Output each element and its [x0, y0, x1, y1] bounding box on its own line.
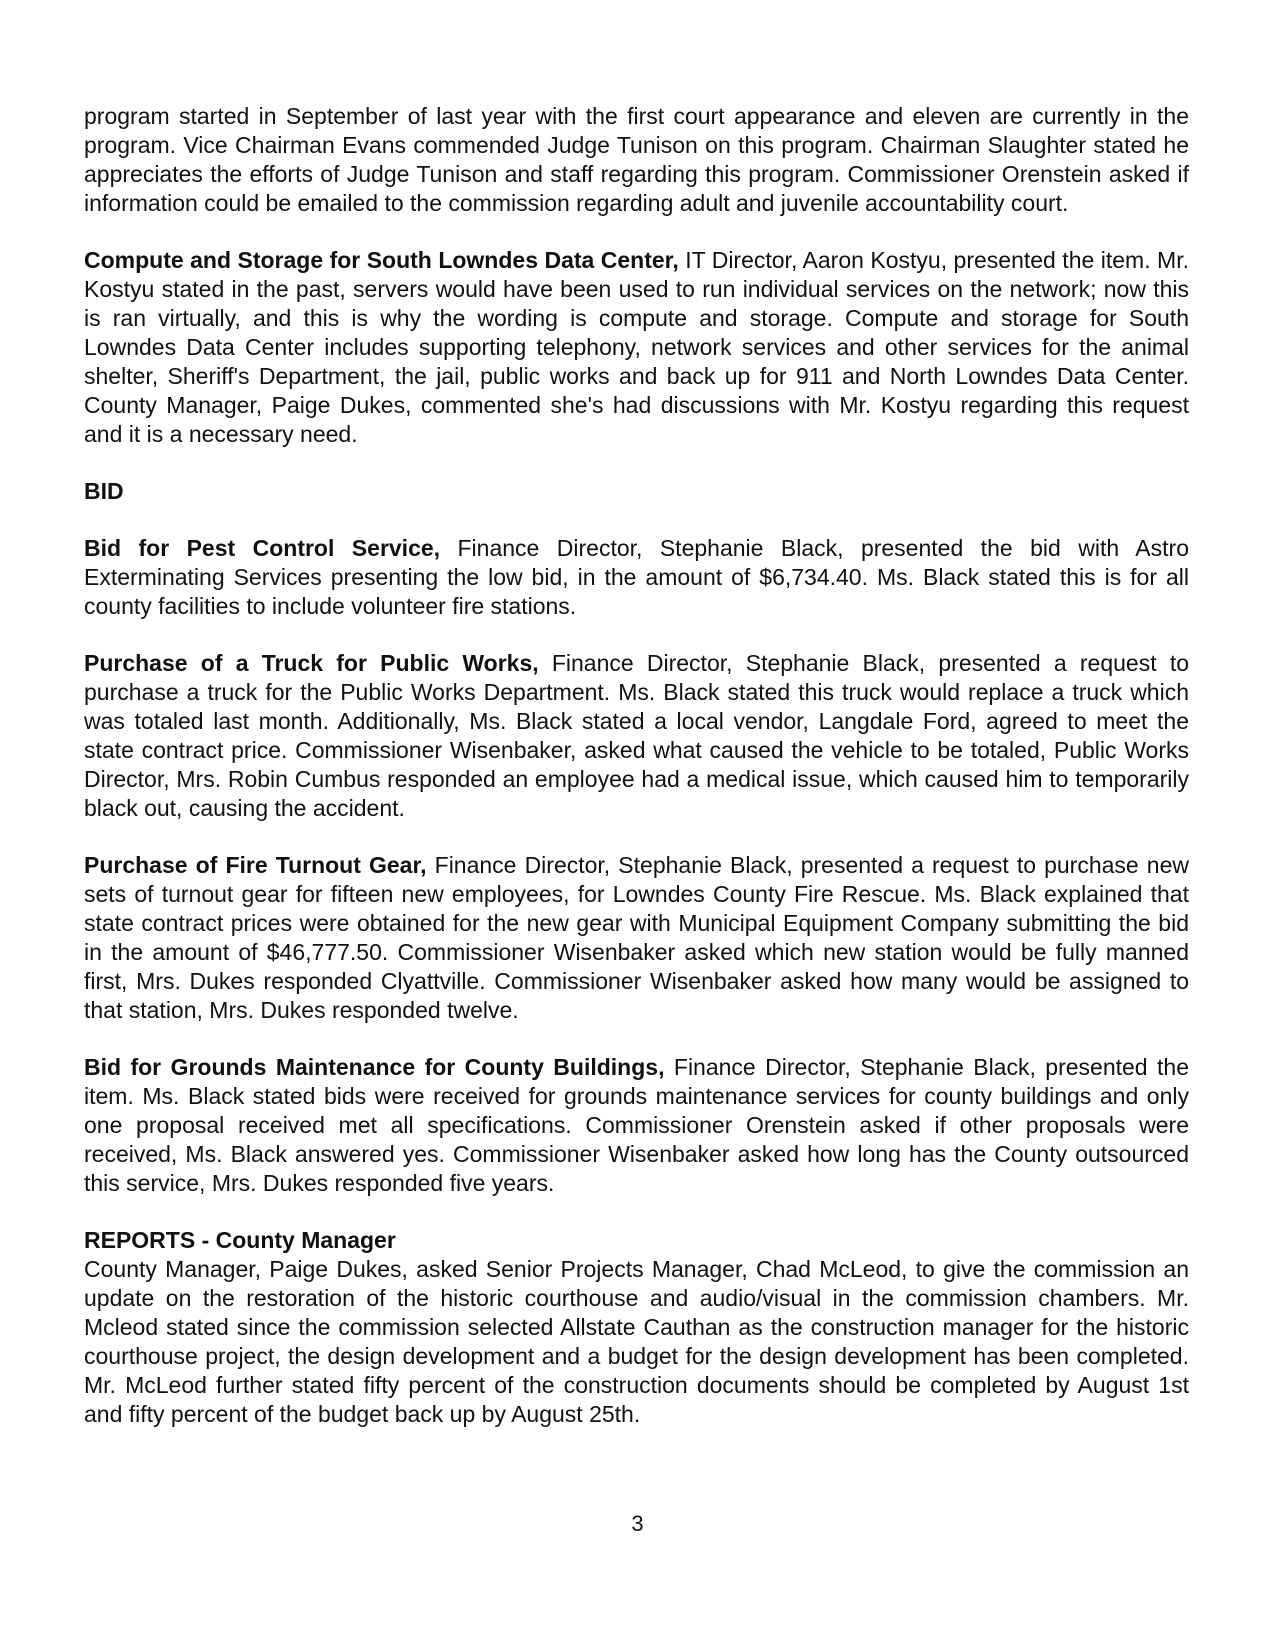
paragraph-pest-control: [84, 534, 1189, 621]
paragraph-text: Finance Director, Stephanie Black, presented a request to purchase new sets of turnout gear for fifteen new employees, for Lowndes County Fire Rescue. Ms. Black explained that state contract prices were obtained for the new gear with Municipal Equipment Company submitting the bid in the amount of $46,777.50. Commissioner Wisenbaker asked which new station would be fully manned first, Mrs. Dukes responded Clyattville. Commissioner Wisenbaker asked how many would be assigned to that station, Mrs. Dukes responded twelve.: [84, 852, 1190, 1023]
paragraph-accountability-court: [84, 102, 1189, 218]
paragraph-lead: Bid for Pest Control Service,: [84, 535, 441, 561]
paragraph-text: Finance Director, Stephanie Black, presented the item. Ms. Black stated bids were received for grounds maintenance services for county buildings and only one proposal received met all specifications. Commissioner Orenstein asked if other proposals were received, Ms. Black answered yes. Commissioner Wisenbaker asked how long has the County outsourced this service, Mrs. Dukes responded five years.: [84, 1054, 1189, 1196]
heading-reports: REPORTS - County Manager: [84, 1227, 396, 1253]
paragraph-text: program started in September of last year with the first court appearance and eleven are currently in the program. Vice Chairman Evans commended Judge Tunison on this program. Chairman Slaughter stated he appreciates the efforts of Judge Tunison and staff regarding this program. Commissioner Orenstein asked if information could be emailed to the commission regarding adult and juvenile accountability court.: [84, 103, 1189, 216]
paragraph-lead: Purchase of Fire Turnout Gear,: [84, 852, 427, 878]
paragraph-text: IT Director, Aaron Kostyu, presented the item. Mr. Kostyu stated in the past, servers would have been used to run individual services on the network; now this is ran virtually, and this is why the wording is compute and storage. Compute and storage for South Lowndes Data Center includes supporting telephony, network services and other services for the animal shelter, Sheriff's Department, the jail, public works and back up for 911 and North Lowndes Data Center. County Manager, Paige Dukes, commented she's had discussions with Mr. Kostyu regarding this request and it is a necessary need.: [84, 247, 1189, 447]
paragraph-lead: Purchase of a Truck for Public Works,: [84, 650, 539, 676]
paragraph-compute-storage: [84, 246, 1189, 449]
paragraph-truck-purchase: [84, 649, 1189, 823]
paragraph-lead: Compute and Storage for South Lowndes Data Center,: [84, 247, 679, 273]
paragraph-text: Finance Director, Stephanie Black, presented a request to purchase a truck for the Public Works Department. Ms. Black stated this truck would replace a truck which was totaled last month. Additionally, Ms. Black stated a local vendor, Langdale Ford, agreed to meet the state contract price. Commissioner Wisenbaker, asked what caused the vehicle to be totaled, Public Works Director, Mrs. Robin Cumbus responded an employee had a medical issue, which caused him to temporarily black out, causing the accident.: [84, 650, 1189, 821]
heading-bid: BID: [84, 478, 124, 504]
paragraph-text: County Manager, Paige Dukes, asked Senior Projects Manager, Chad McLeod, to give the commission an update on the restoration of the historic courthouse and audio/visual in the commission chambers. Mr. Mcleod stated since the commission selected Allstate Cauthan as the construction manager for the historic courthouse project, the design development and a budget for the design development has been completed. Mr. McLeod further stated fifty percent of the construction documents should be completed by August 1st and fifty percent of the budget back up by August 25th.: [84, 1256, 1189, 1427]
document-page: [84, 102, 1189, 1429]
paragraph-lead: Bid for Grounds Maintenance for County Buildings,: [84, 1054, 665, 1080]
paragraph-text: Finance Director, Stephanie Black, presented the bid with Astro Exterminating Services presenting the low bid, in the amount of $6,734.40. Ms. Black stated this is for all county facilities to include volunteer fire stations.: [84, 535, 1189, 619]
paragraph-turnout-gear: [84, 851, 1189, 1025]
paragraph-grounds-maintenance: [84, 1053, 1189, 1198]
page-number: 3: [631, 1511, 644, 1536]
paragraph-reports: [84, 1226, 1189, 1429]
